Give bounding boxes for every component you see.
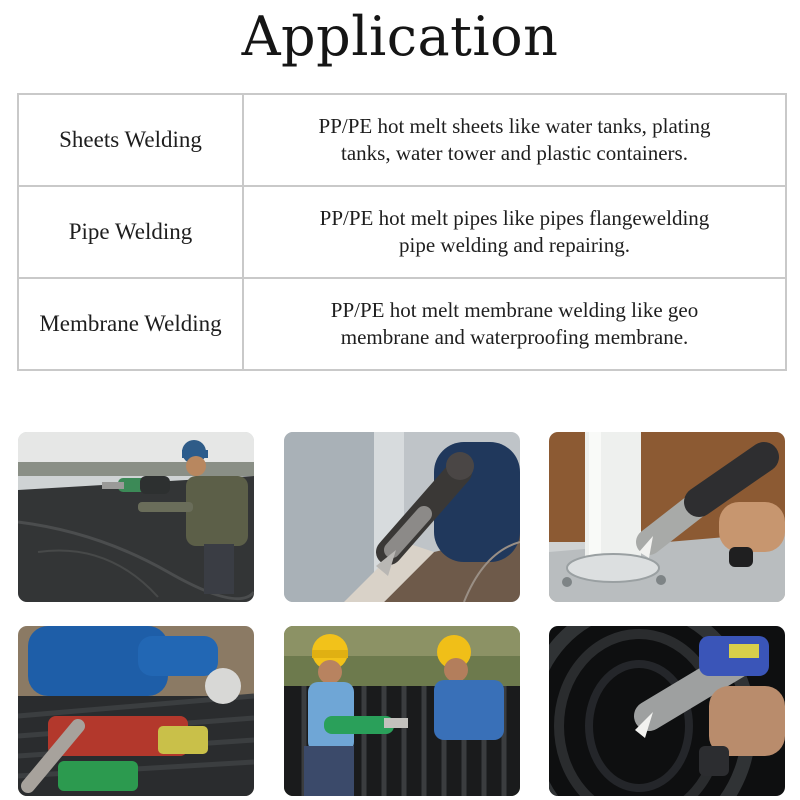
photo-tank-welding [284, 432, 520, 602]
row-name: Sheets Welding [18, 94, 243, 186]
row-name: Membrane Welding [18, 278, 243, 370]
row-description [243, 94, 786, 186]
photo-membrane-field-welding [18, 432, 254, 602]
photo-pipe-flange-welding [549, 432, 785, 602]
desc-line: PP/PE hot melt sheets like water tanks, plating [318, 114, 711, 138]
desc-line: pipe welding and repairing. [399, 233, 630, 257]
row-description [243, 186, 786, 278]
table-row [18, 94, 786, 186]
photo-corrugated-pipe-welding [284, 626, 520, 796]
photo-extruder-pipe-welding [549, 626, 785, 796]
photo-worker-pipe-welding [18, 626, 254, 796]
table-row [18, 278, 786, 370]
row-name: Pipe Welding [18, 186, 243, 278]
desc-line: PP/PE hot melt membrane welding like geo [330, 298, 699, 322]
table-row [18, 186, 786, 278]
application-table [17, 93, 787, 371]
desc-line: PP/PE hot melt pipes like pipes flangewelding [319, 206, 710, 230]
desc-line: membrane and waterproofing membrane. [340, 325, 689, 349]
desc-line: tanks, water tower and plastic containers. [341, 141, 688, 165]
page-title: Application [241, 5, 559, 68]
row-description [243, 278, 786, 370]
